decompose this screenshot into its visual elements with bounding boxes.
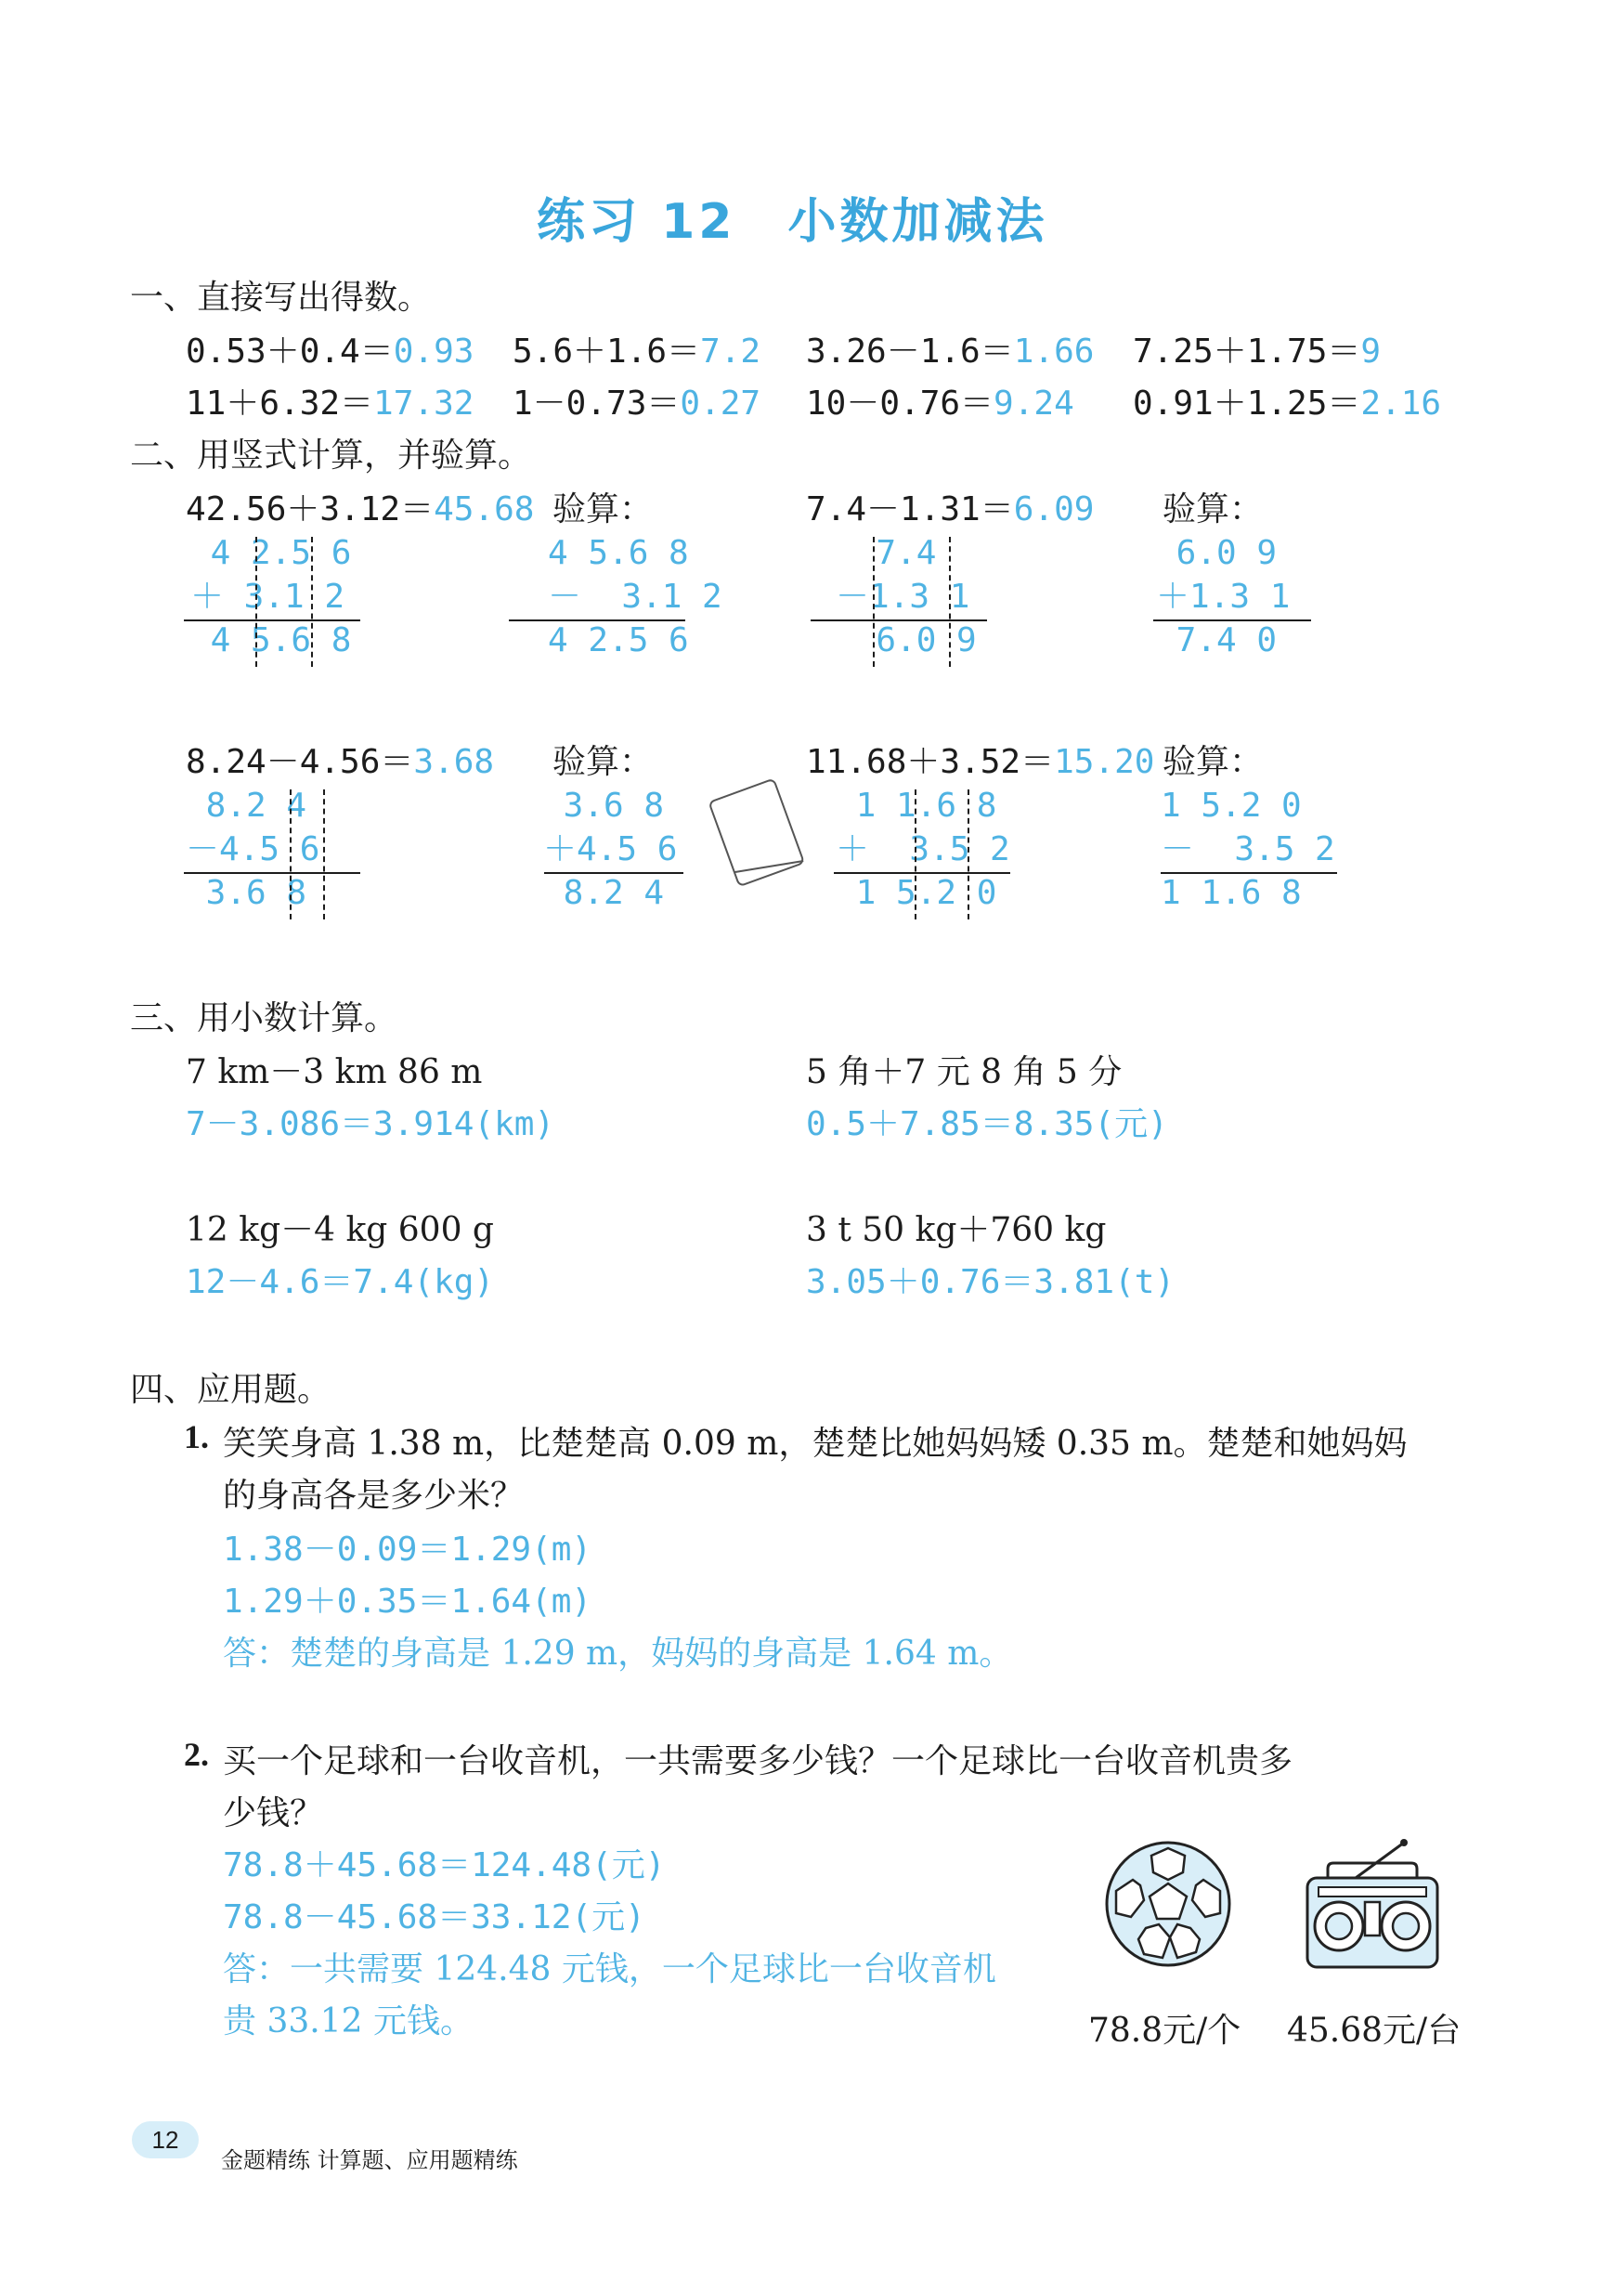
section3-heading: 三、用小数计算。 [130, 999, 398, 1037]
s3-q2: 5 角＋7 元 8 角 5 分 [806, 1053, 1123, 1091]
q1-ans1: 1.38－0.09＝1.29(m) [223, 1531, 592, 1569]
s2-check-2: 6.0 9 ＋1.3 1 7.4 0 [1156, 534, 1291, 659]
s2-calc-3-line [184, 872, 360, 874]
section1-heading: 一、直接写出得数。 [130, 279, 432, 317]
q1-ans3: 答：楚楚的身高是 1.29 m，妈妈的身高是 1.64 m。 [223, 1635, 1013, 1673]
s2-check-label-1: 验算： [552, 490, 654, 528]
s2-check-3-line [544, 872, 683, 874]
price-radio: 45.68元/台 [1287, 2012, 1462, 2050]
s2-calc-4-dash [968, 789, 969, 919]
page-number: 12 [132, 2121, 199, 2158]
q2-number: 2. [184, 1736, 209, 1773]
s3-a1: 7－3.086＝3.914(km) [186, 1105, 555, 1143]
section4-heading: 四、应用题。 [130, 1371, 331, 1409]
q2-ans4: 贵 33.12 元钱。 [223, 2002, 474, 2040]
s3-a2: 0.5＋7.85＝8.35(元) [806, 1105, 1168, 1143]
q2-ans3: 答：一共需要 124.48 元钱，一个足球比一台收音机 [223, 1950, 996, 1988]
s2-calc-2: 7.4 －1.3 1 6.0 9 [836, 534, 977, 659]
homework-stamp-icon [702, 773, 813, 893]
footer-text: 金题精练 计算题、应用题精练 [221, 2147, 518, 2173]
s2-calc-2-dash [873, 537, 875, 667]
s2-check-2-line [1153, 619, 1311, 621]
q2-ans2: 78.8－45.68＝33.12(元) [223, 1898, 645, 1936]
s2-calc-3-dash [323, 789, 325, 919]
s1-q5: 11＋6.32＝17.32 [186, 385, 474, 423]
s1-q4: 7.25＋1.75＝9 [1133, 332, 1382, 371]
s3-a4: 3.05＋0.76＝3.81(t) [806, 1263, 1176, 1301]
s1-q2: 5.6＋1.6＝7.2 [513, 332, 761, 371]
s3-a3: 12－4.6＝7.4(kg) [186, 1263, 495, 1301]
s3-q3: 12 kg－4 kg 600 g [186, 1211, 494, 1249]
s2-calc-2-dash [949, 537, 951, 667]
q1-ans2: 1.29＋0.35＝1.64(m) [223, 1583, 592, 1621]
s2-check-label-4: 验算： [1163, 743, 1264, 781]
q1-line1: 笑笑身高 1.38 m，比楚楚高 0.09 m，楚楚比她妈妈矮 0.35 m。楚楚和她妈妈 [223, 1425, 1408, 1463]
s2-q3: 8.24－4.56＝3.68 [186, 743, 495, 781]
s2-calc-2-line [811, 619, 987, 621]
s2-check-label-3: 验算： [552, 743, 654, 781]
s2-calc-1-dash [255, 537, 257, 667]
s2-calc-4-dash [915, 789, 916, 919]
s1-q6: 1－0.73＝0.27 [513, 385, 761, 423]
s2-calc-1-line [184, 619, 360, 621]
s1-q8: 0.91＋1.25＝2.16 [1133, 385, 1442, 423]
s2-calc-3-dash [290, 789, 292, 919]
section2-heading: 二、用竖式计算，并验算。 [130, 437, 532, 475]
s1-q7: 10－0.76＝9.24 [806, 385, 1074, 423]
s2-check-3: 3.6 8 ＋4.5 6 8.2 4 [543, 787, 678, 912]
q2-line2: 少钱？ [223, 1794, 324, 1832]
s2-calc-4-line [834, 872, 1010, 874]
s2-check-label-2: 验算： [1163, 490, 1264, 528]
s2-calc-3: 8.2 4 －4.5 6 3.6 8 [186, 787, 320, 912]
q2-ans1: 78.8＋45.68＝124.48(元) [223, 1846, 666, 1884]
s2-check-4: 1 5.2 0 － 3.5 2 1 1.6 8 [1161, 787, 1335, 912]
q1-line2: 的身高各是多少米？ [223, 1477, 525, 1515]
s2-calc-4: 1 1.6 8 ＋ 3.5 2 1 5.2 0 [836, 787, 1010, 912]
s2-check-1-line [509, 619, 685, 621]
q2-line1: 买一个足球和一台收音机，一共需要多少钱？一个足球比一台收音机贵多 [223, 1742, 1293, 1780]
s1-q1: 0.53＋0.4＝0.93 [186, 332, 474, 371]
s3-q4: 3 t 50 kg＋760 kg [806, 1211, 1107, 1249]
soccer-ball-icon [1103, 1839, 1233, 1969]
s2-q1: 42.56＋3.12＝45.68 [186, 490, 535, 528]
q1-number: 1. [184, 1418, 209, 1455]
s2-calc-1-dash [311, 537, 313, 667]
s2-check-4-line [1161, 872, 1337, 874]
radio-icon [1300, 1835, 1449, 1975]
s3-q1: 7 km－3 km 86 m [186, 1053, 483, 1091]
s2-calc-1: 4 2.5 6 ＋ 3.1 2 4 5.6 8 [190, 534, 352, 659]
s2-q4: 11.68＋3.52＝15.20 [806, 743, 1155, 781]
s2-q2: 7.4－1.31＝6.09 [806, 490, 1095, 528]
page-title: 练习 12 小数加减法 [537, 194, 1048, 250]
s2-check-1: 4 5.6 8 － 3.1 2 4 2.5 6 [548, 534, 722, 659]
price-ball: 78.8元/个 [1088, 2012, 1241, 2050]
s1-q3: 3.26－1.6＝1.66 [806, 332, 1095, 371]
